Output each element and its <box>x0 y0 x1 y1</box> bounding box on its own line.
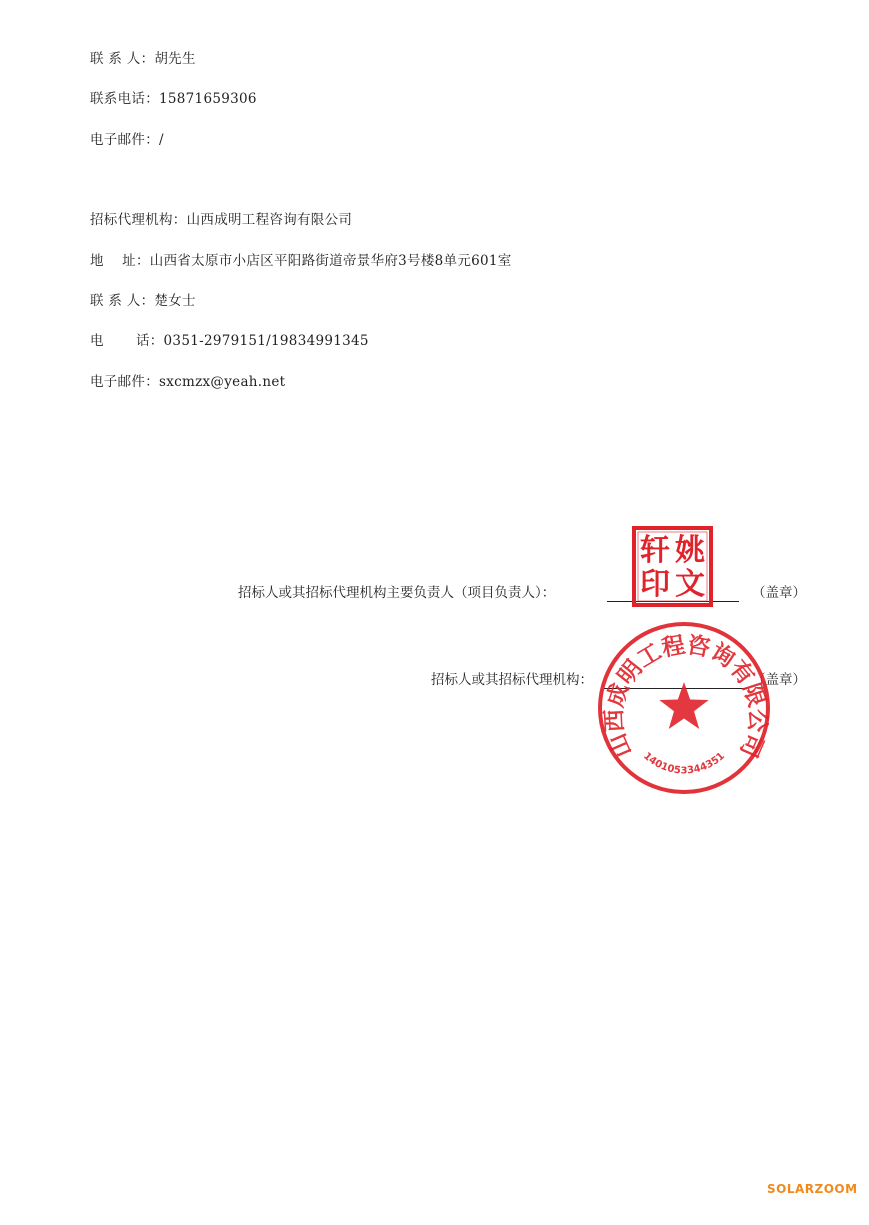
responsible-signature-row <box>238 584 555 602</box>
tenderer-email: 电子邮件：/ <box>90 132 164 148</box>
agency-name: 招标代理机构：山西成明工程咨询有限公司 <box>90 212 353 228</box>
svg-text:1401053344351: 1401053344351 <box>640 750 728 777</box>
responsible-label: 招标人或其招标代理机构主要负责人（项目负责人）： <box>238 585 556 601</box>
company-seal-stamp <box>596 620 772 796</box>
org-label: 招标人或其招标代理机构： <box>431 672 593 688</box>
svg-text:姚: 姚 <box>675 533 705 568</box>
org-seal-text: （盖章） <box>752 672 806 688</box>
watermark-logo: SOLARZOOM <box>767 1182 858 1196</box>
svg-text:山西成明工程咨询有限公司: 山西成明工程咨询有限公司 <box>600 631 772 762</box>
agency-address: 地 址：山西省太原市小店区平阳路街道帝景华府3号楼8单元601室 <box>90 253 512 269</box>
tenderer-phone: 联系电话：15871659306 <box>90 91 257 107</box>
agency-email: 电子邮件：sxcmzx@yeah.net <box>90 374 286 390</box>
svg-text:文: 文 <box>675 567 705 602</box>
tenderer-contact-person: 联 系 人：胡先生 <box>90 51 196 67</box>
agency-phone: 电 话：0351-2979151/19834991345 <box>90 333 369 349</box>
svg-text:印: 印 <box>640 567 670 602</box>
personal-seal-stamp <box>632 526 713 607</box>
svg-text:轩: 轩 <box>640 533 670 568</box>
responsible-seal-text: （盖章） <box>752 585 806 601</box>
agency-contact-person: 联 系 人：楚女士 <box>90 293 196 309</box>
